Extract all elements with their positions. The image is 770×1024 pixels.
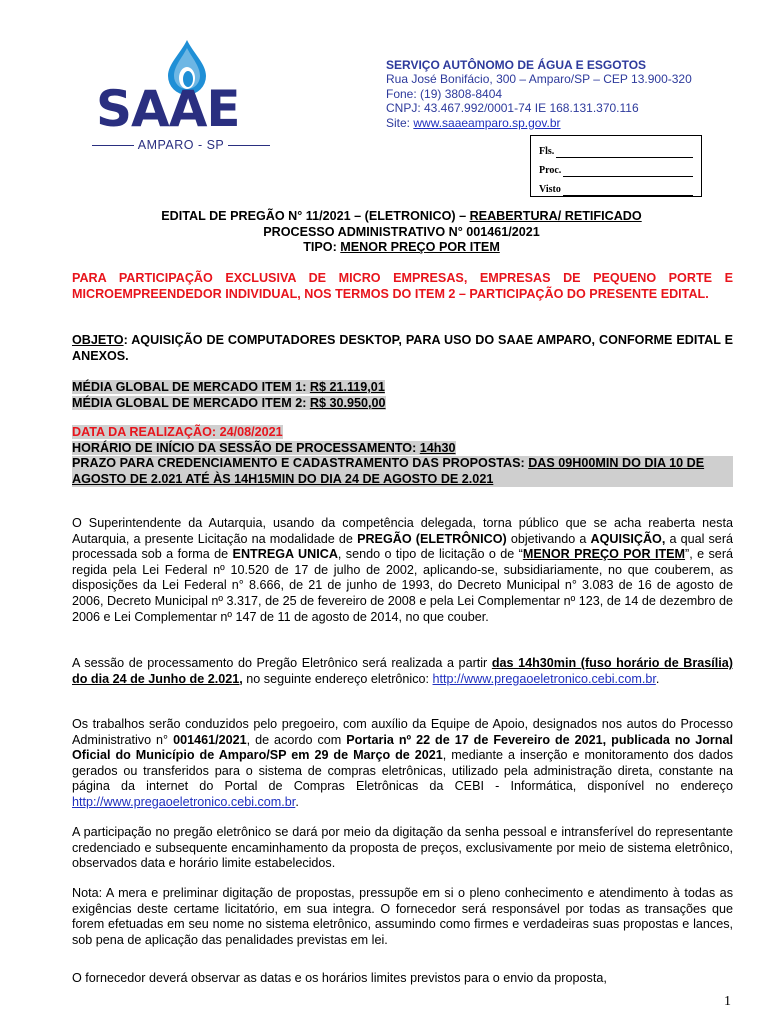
pregao-link-2[interactable]: http://www.pregaoeletronico.cebi.com.br bbox=[72, 794, 296, 809]
page-number: 1 bbox=[724, 994, 731, 1009]
logo-name: SAAE bbox=[96, 80, 240, 138]
pregao-link[interactable]: http://www.pregaoeletronico.cebi.com.br bbox=[432, 671, 656, 686]
document-title: EDITAL DE PREGÃO N° 11/2021 – (ELETRONICO) – REABERTURA/ RETIFICADO PROCESSO ADMINISTRATIVO N° 001461/2021 TIPO: MENOR PREÇO POR ITEM bbox=[161, 209, 642, 254]
realization-date: DATA DA REALIZAÇÃO: 24/08/2021 bbox=[72, 425, 283, 439]
paragraph-supplier: O fornecedor deverá observar as datas e os horários limites previstos para o envio da proposta, bbox=[72, 971, 607, 985]
objeto: OBJETO: AQUISIÇÃO DE COMPUTADORES DESKTOP, PARA USO DO SAAE AMPARO, CONFORME EDITAL E ANEXOS. bbox=[72, 333, 733, 363]
schedule: DATA DA REALIZAÇÃO: 24/08/2021 HORÁRIO DE INÍCIO DA SESSÃO DE PROCESSAMENTO: 14h30 PRAZO PARA CREDENCIAMENTO E CADASTRAMENTO DAS PROPOSTAS: DAS 09H00MIN DO DIA 10 DE AGOSTO DE 2.021 ATÉ ÀS 14H15MIN DO DIA 24 DE AGOSTO DE 2.021 bbox=[72, 425, 733, 487]
paragraph-works: Os trabalhos serão conduzidos pelo pregoeiro, com auxílio da Equipe de Apoio, designados nos autos do Processo Administrativo n° 001461/2021, de acordo com Portaria nº 22 de 17 de Fevereiro de 2021, publicada no Jornal Oficial do Município de Amparo/SP em 29 de Março de 2021, mediante a inserção e monitoramento dos dados gerados ou transferidos para o sistema de compras eletrônicas, utilizado pela administração direta, constante na página da internet do Portal de Compras Eletrônicas da CEBI - Informática, disponível no endereço http://www.pregaoeletronico.cebi.com.br. bbox=[72, 717, 734, 809]
header-contact bbox=[386, 58, 692, 130]
paragraph-session: A sessão de processamento do Pregão Eletrônico será realizada a partir das 14h30min (fuso horário de Brasília) do dia 24 de Junho de 2.021, no seguinte endereço eletrônico: http://www.pregaoeletronico.cebi.com.br. bbox=[72, 656, 733, 686]
protocol-stamp-box: Fls. Proc. Visto bbox=[530, 135, 702, 197]
logo-subtitle: AMPARO - SP bbox=[92, 138, 270, 152]
saae-logo bbox=[92, 38, 272, 158]
address: Rua José Bonifácio, 300 – Amparo/SP – CEP 13.900-320 bbox=[386, 72, 692, 87]
paragraph-participation: A participação no pregão eletrônico se dará por meio da digitação da senha pessoal e intransferível do representante credenciado e subsequente encaminhamento da proposta de preços, exclusivamente por meio de sistema eletrônico, observados data e horário limite estabelecidos. bbox=[72, 825, 733, 871]
phone: Fone: (19) 3808-8404 bbox=[386, 86, 503, 101]
paragraph-note: Nota: A mera e preliminar digitação de propostas, pressupõe em si o pleno conhecimento e atendimento à todas as exigências deste certame licitatório, em sua integra. O fornecedor será responsável por todas as transações que forem efetuadas em seu nome no sistema eletrônico, assumindo como firmes e verdadeiras suas propostas e lances, sob pena de aplicação das penalidades previstas em lei. bbox=[72, 886, 733, 947]
market-average: MÉDIA GLOBAL DE MERCADO ITEM 1: R$ 21.119,01 MÉDIA GLOBAL DE MERCADO ITEM 2: R$ 30.950,00 bbox=[72, 380, 386, 410]
participation-notice: PARA PARTICIPAÇÃO EXCLUSIVA DE MICRO EMPRESAS, EMPRESAS DE PEQUENO PORTE E MICROEMPREENDEDOR INDIVIDUAL, NOS TERMOS DO ITEM 2 – PARTICIPAÇÃO DO PRESENTE EDITAL. bbox=[72, 271, 733, 301]
paragraph-intro: O Superintendente da Autarquia, usando da competência delegada, torna público que se acha reaberta nesta Autarquia, a presente Licitação na modalidade de PREGÃO (ELETRÔNICO) objetivando a AQUISIÇÃO, a qual será processada sob a forma de ENTREGA UNICA, sendo o tipo de licitação o de “MENOR PREÇO POR ITEM”, e será regida pela Lei Federal nº 10.520 de 17 de julho de 2002, aplicando-se, subsidiariamente, no que couberem, as disposições da Lei Federal n° 8.666, de 21 de junho de 1993, do Decreto Municipal n° 3.083 de 16 de agosto de 2006, Decreto Municipal nº 3.317, de 25 de fevereiro de 2008 e pela Lei Complementar nº 123, de 14 de dezembro de 2006 e Lei Complementar nº 147 de 11 de agosto de 2014, no que couber. bbox=[72, 516, 734, 624]
site: Site: www.saaeamparo.sp.gov.br bbox=[386, 115, 561, 130]
cnpj: CNPJ: 43.467.992/0001-74 IE 168.131.370.116 bbox=[386, 101, 639, 116]
org-name: SERVIÇO AUTÔNOMO DE ÁGUA E ESGOTOS bbox=[386, 58, 647, 72]
site-link[interactable]: www.saaeamparo.sp.gov.br bbox=[413, 115, 561, 130]
